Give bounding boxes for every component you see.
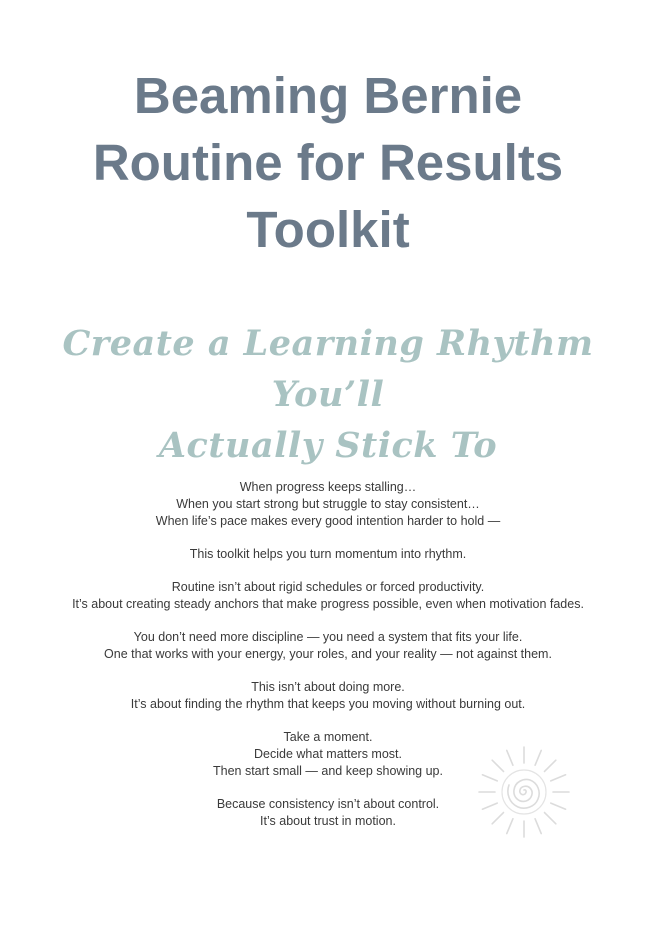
page-title	[0, 62, 656, 263]
sun-ray	[545, 813, 556, 824]
text-line: Because consistency isn’t about control.	[216, 797, 440, 811]
text-line: This isn’t about doing more.	[251, 680, 405, 694]
sun-ray	[535, 819, 541, 834]
text-line: Routine isn’t about rigid schedules or forced productivity.	[171, 580, 485, 594]
page-subtitle	[0, 318, 656, 471]
paragraph	[0, 679, 656, 713]
sun-ray	[507, 750, 513, 765]
text-line: This toolkit helps you turn momentum into rhythm.	[189, 547, 467, 561]
text-line: Decide what matters most.	[254, 747, 402, 761]
text-line: When life’s pace makes every good intention harder to hold —	[155, 514, 501, 528]
sun-ray	[545, 760, 556, 771]
text-line: It’s about finding the rhythm that keeps you moving without burning out.	[130, 697, 526, 711]
text-line: It’s about trust in motion.	[260, 814, 396, 828]
text-line: When you start strong but struggle to stay consistent…	[176, 497, 480, 511]
sun-ray	[492, 813, 503, 824]
subtitle-line: Actually Stick To	[158, 425, 498, 466]
sun-ray	[551, 775, 566, 781]
paragraph	[0, 546, 656, 563]
text-line: One that works with your energy, your roles, and your reality — not against them.	[104, 647, 552, 661]
text-line: It’s about creating steady anchors that make progress possible, even when motivation fades.	[72, 597, 584, 611]
paragraph	[0, 579, 656, 613]
sun-ray	[492, 760, 503, 771]
text-line: You don’t need more discipline — you need a system that fits your life.	[133, 630, 523, 644]
paragraph	[0, 479, 656, 530]
subtitle-line: Create a Learning Rhythm You’ll	[62, 323, 594, 415]
sun-ray	[482, 803, 497, 809]
sun-spiral-icon	[476, 744, 572, 840]
sun-ray	[507, 819, 513, 834]
paragraph	[0, 629, 656, 663]
title-line: Toolkit	[246, 201, 410, 258]
sun-ray	[482, 775, 497, 781]
sun-ray	[535, 750, 541, 765]
title-line: Routine for Results	[92, 134, 564, 191]
title-line: Beaming Bernie	[133, 67, 523, 124]
text-line: Then start small — and keep showing up.	[213, 764, 443, 778]
text-line: Take a moment.	[283, 730, 373, 744]
sun-ray	[551, 803, 566, 809]
text-line: When progress keeps stalling…	[239, 480, 417, 494]
